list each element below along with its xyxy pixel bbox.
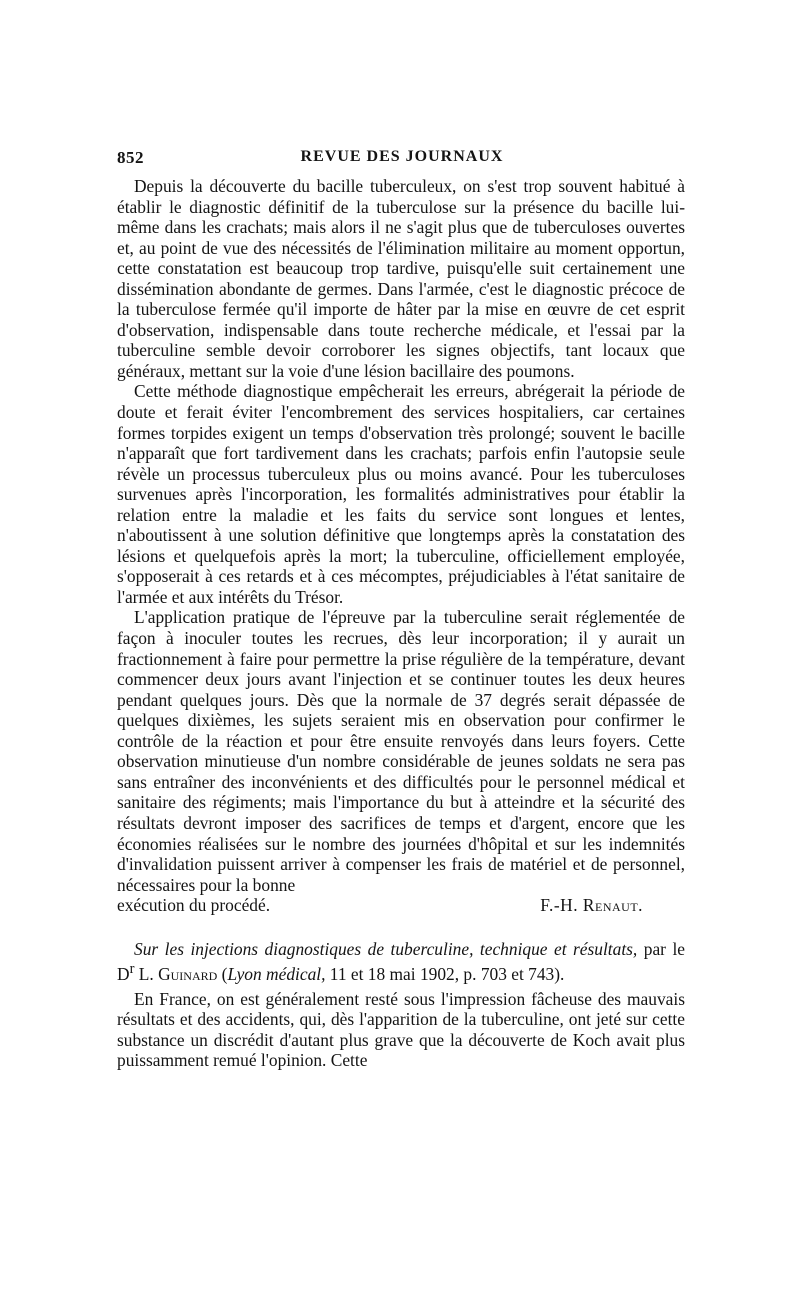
paragraph-2: Cette méthode diagnostique empêcherait les erreurs, abrégerait la période de doute et ferait éviter l'encombrement des services hospitaliers, car certaines formes torpides exigent un temps d'observation très prolongé; souvent le bacille n'apparaît que fort tardivement dans les crachats; parfois enfin l'autopsie seule révèle un processus tuberculeux plus ou moins avancé. Pour les tuberculoses survenues après l'incorporation, les formalités administratives pour établir la relation entre la maladie et les faits du service sont longues et lentes, n'aboutissent à une solution définitive que longtemps après la constatation des lésions et quelquefois après la mort; la tuberculine, officiellement employée, s'opposerait à ces retards et à ces mécomptes, préjudiciables à l'état sanitaire de l'armée et aux intérêts du Trésor. [117, 381, 685, 607]
cited-article-title: Sur les injections diagnostiques de tuberculine, technique et résultats, [134, 938, 638, 959]
citation-details: 11 et 18 mai 1902, p. 703 et 743). [325, 964, 565, 985]
page-number: 852 [117, 148, 144, 167]
citation-paren: ( [217, 964, 228, 985]
cited-journal: Lyon médical, [227, 964, 326, 985]
cited-author: L. Guinard [134, 964, 218, 985]
paragraph-1: Depuis la découverte du bacille tuberculeux, on s'est trop souvent habitué à établir le diagnostic définitif de la tuberculose sur la présence du bacille lui-même dans les crachats; mais alors il ne s'agit plus que de tuberculoses ouvertes et, au point de vue des nécessités de l'élimination militaire au moment opportun, cette constatation est beaucoup trop tardive, puisqu'elle suit certainement une dissémination abondante de germes. Dans l'armée, c'est le diagnostic précoce de la tuberculose fermée qu'il importe de hâter par la mise en œuvre de cet esprit d'observation, indispensable dans toute recherche médicale, et l'essai par la tuberculine semble devoir corroborer les signes objectifs, tant locaux que généraux, mettant sur la voie d'une lésion bacillaire des poumons. [117, 176, 685, 381]
citation-by: par le D [117, 938, 685, 985]
page-header [117, 148, 687, 172]
closing-text: exécution du procédé. [117, 895, 271, 916]
section-gap [117, 916, 685, 939]
signature-line [117, 895, 685, 916]
paragraph-3: L'application pratique de l'épreuve par la tuberculine serait réglementée de façon à inoculer toutes les recrues, dès leur incorporation; il y aurait un fractionnement à faire pour permettre la prise régulière de la température, devant commencer deux jours avant l'injection et se continuer toutes les deux heures pendant quelques jours. Dès que la normale de 37 degrés serait dépassée de quelques dixièmes, les sujets seraient mis en observation pour confirmer le contrôle de la réaction et pour être ensuite renvoyés dans leurs foyers. Cette observation minutieuse d'un nombre considérable de jeunes soldats ne sera pas sans entraîner des inconvénients et des difficultés pour le personnel médical et sanitaire des régiments; mais l'importance du but à atteindre et la sécurité des résultats devront imposer des sacrifices de temps et d'argent, encore que les économies réalisées sur le nombre des journées d'hôpital et sur les indemnités d'invalidation puissent arriver à compenser les frais de matériel et de personnel, nécessaires pour la bonne [117, 607, 685, 895]
running-title: REVUE DES JOURNAUX [300, 148, 504, 165]
paragraph-4: En France, on est généralement resté sous l'impression fâcheuse des mauvais résultats et des accidents, qui, dès l'apparition de la tuberculine, ont jeté sur cette substance un discrédit d'autant plus grave que la découverte de Koch avait plus puissamment remué l'opinion. Cette [117, 988, 685, 1071]
article-body [117, 176, 685, 1071]
review-citation [117, 939, 685, 985]
citation-dr-superscript: r [129, 961, 135, 978]
author-signature: F.-H. Renaut. [540, 895, 643, 916]
